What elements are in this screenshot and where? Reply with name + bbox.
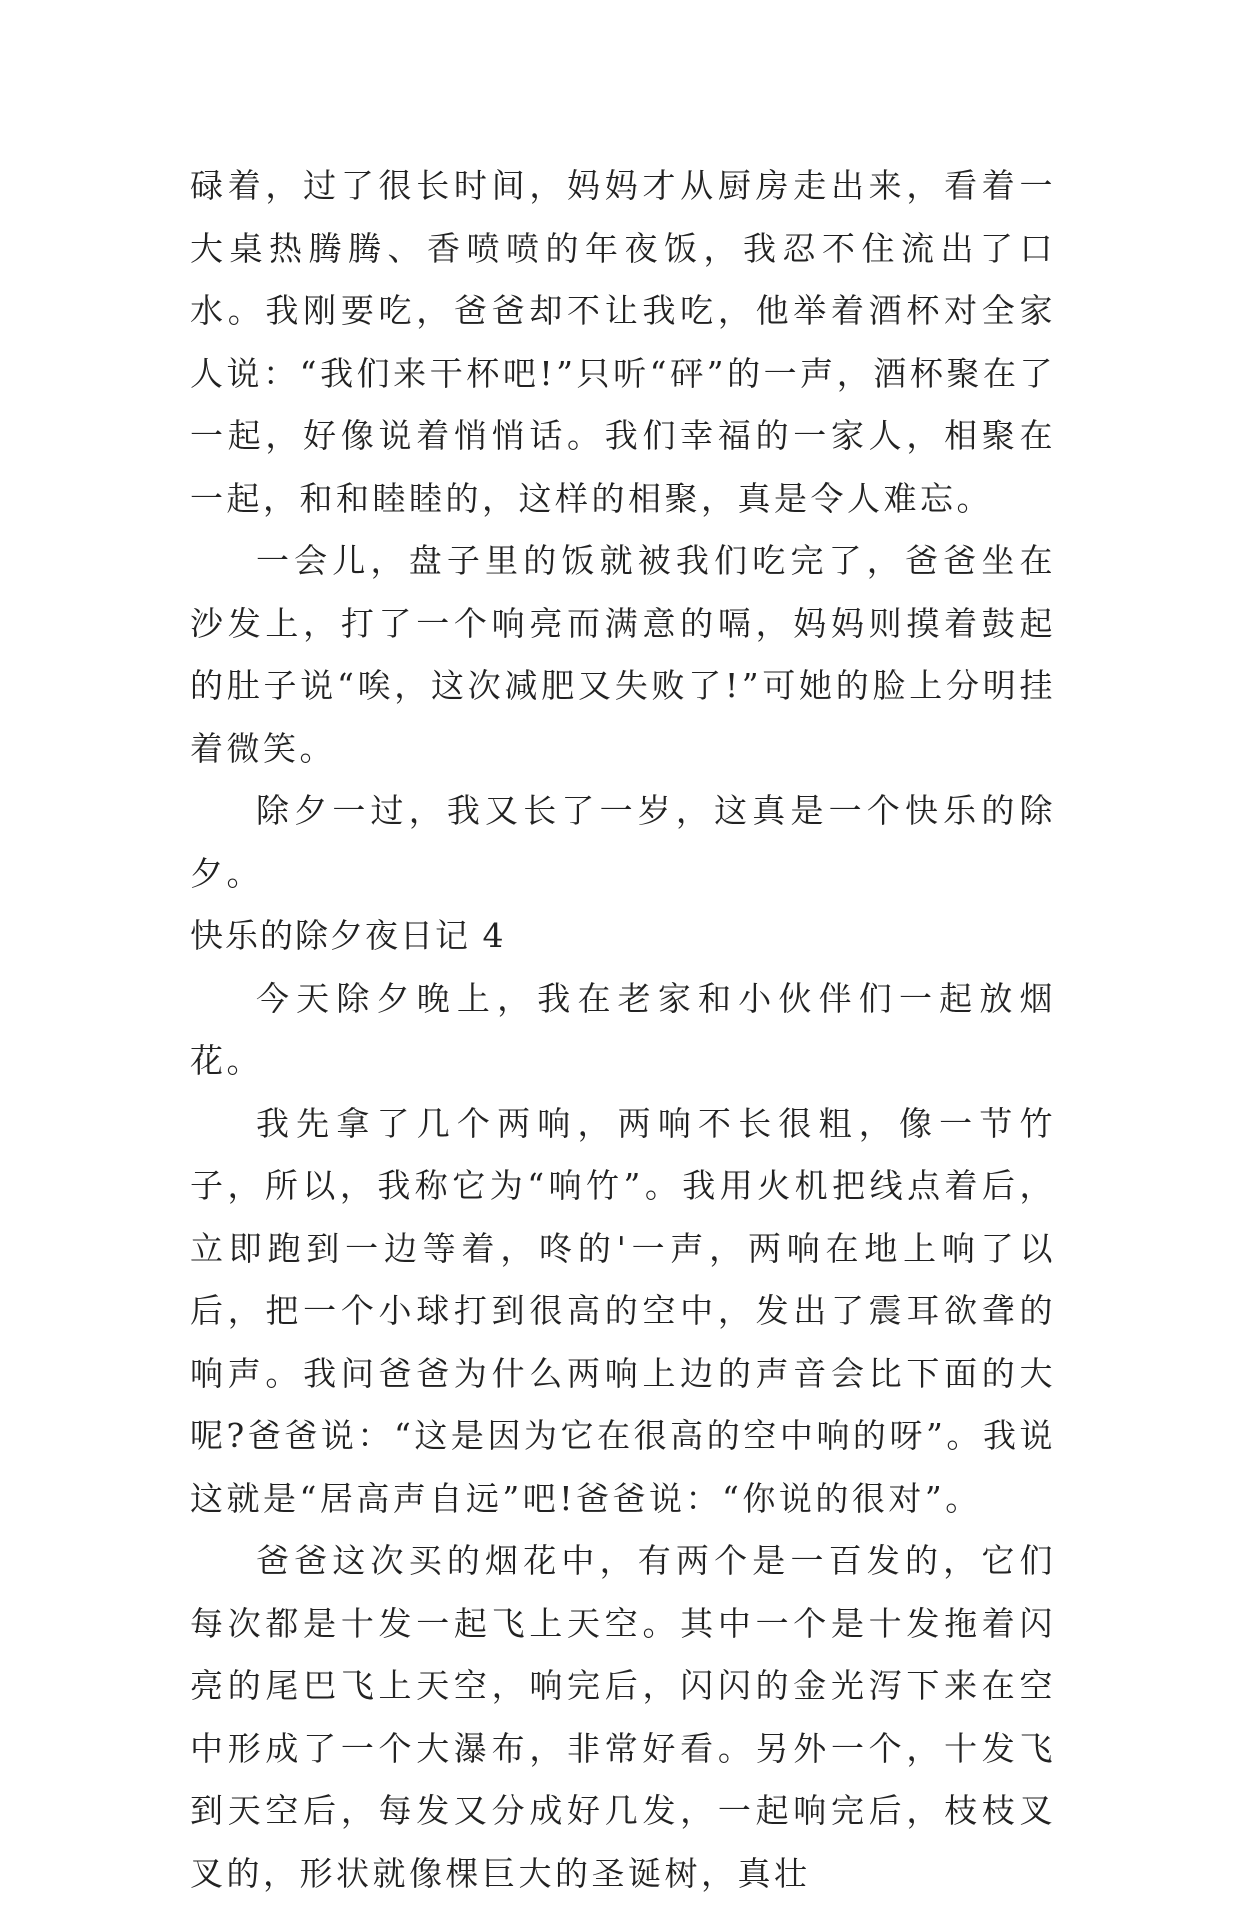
paragraph-5: 我先拿了几个两响，两响不长很粗，像一节竹子，所以，我称它为“响竹”。我用火机把线点着后，立即跑到一边等着，咚的'一声，两响在地上响了以后，把一个小球打到很高的空中，发出了震耳欲聋的响声。我问爸爸为什么两响上边的声音会比下面的大呢?爸爸说：“这是因为它在很高的空中响的呀”。我说这就是“居高声自远”吧!爸爸说：“你说的很对”。 bbox=[190, 1103, 1056, 1518]
paragraph-3: 除夕一过，我又长了一岁，这真是一个快乐的除夕。 bbox=[190, 791, 1056, 893]
paragraph-4: 今天除夕晚上，我在老家和小伙伴们一起放烟花。 bbox=[190, 978, 1056, 1080]
paragraph-6: 爸爸这次买的烟花中，有两个是一百发的，它们每次都是十发一起飞上天空。其中一个是十发拖着闪亮的尾巴飞上天空，响完后，闪闪的金光泻下来在空中形成了一个大瀑布，非常好看。另外一个，十发飞到天空后，每发又分成好几发，一起响完后，枝枝叉叉的，形状就像棵巨大的圣诞树，真壮 bbox=[190, 1541, 1056, 1893]
paragraph-1: 碌着，过了很长时间，妈妈才从厨房走出来，看着一大桌热腾腾、香喷喷的年夜饭，我忍不住流出了口水。我刚要吃，爸爸却不让我吃，他举着酒杯对全家人说：“我们来干杯吧!”只听“砰”的一声，酒杯聚在了一起，好像说着悄悄话。我们幸福的一家人，相聚在一起，和和睦睦的，这样的相聚，真是令人难忘。 bbox=[190, 166, 1056, 518]
section-heading: 快乐的除夕夜日记 4 bbox=[190, 916, 506, 955]
paragraph-2: 一会儿，盘子里的饭就被我们吃完了，爸爸坐在沙发上，打了一个响亮而满意的嗝，妈妈则摸着鼓起的肚子说“唉，这次减肥又失败了!”可她的脸上分明挂着微笑。 bbox=[190, 541, 1056, 768]
document-body bbox=[190, 155, 1056, 1905]
